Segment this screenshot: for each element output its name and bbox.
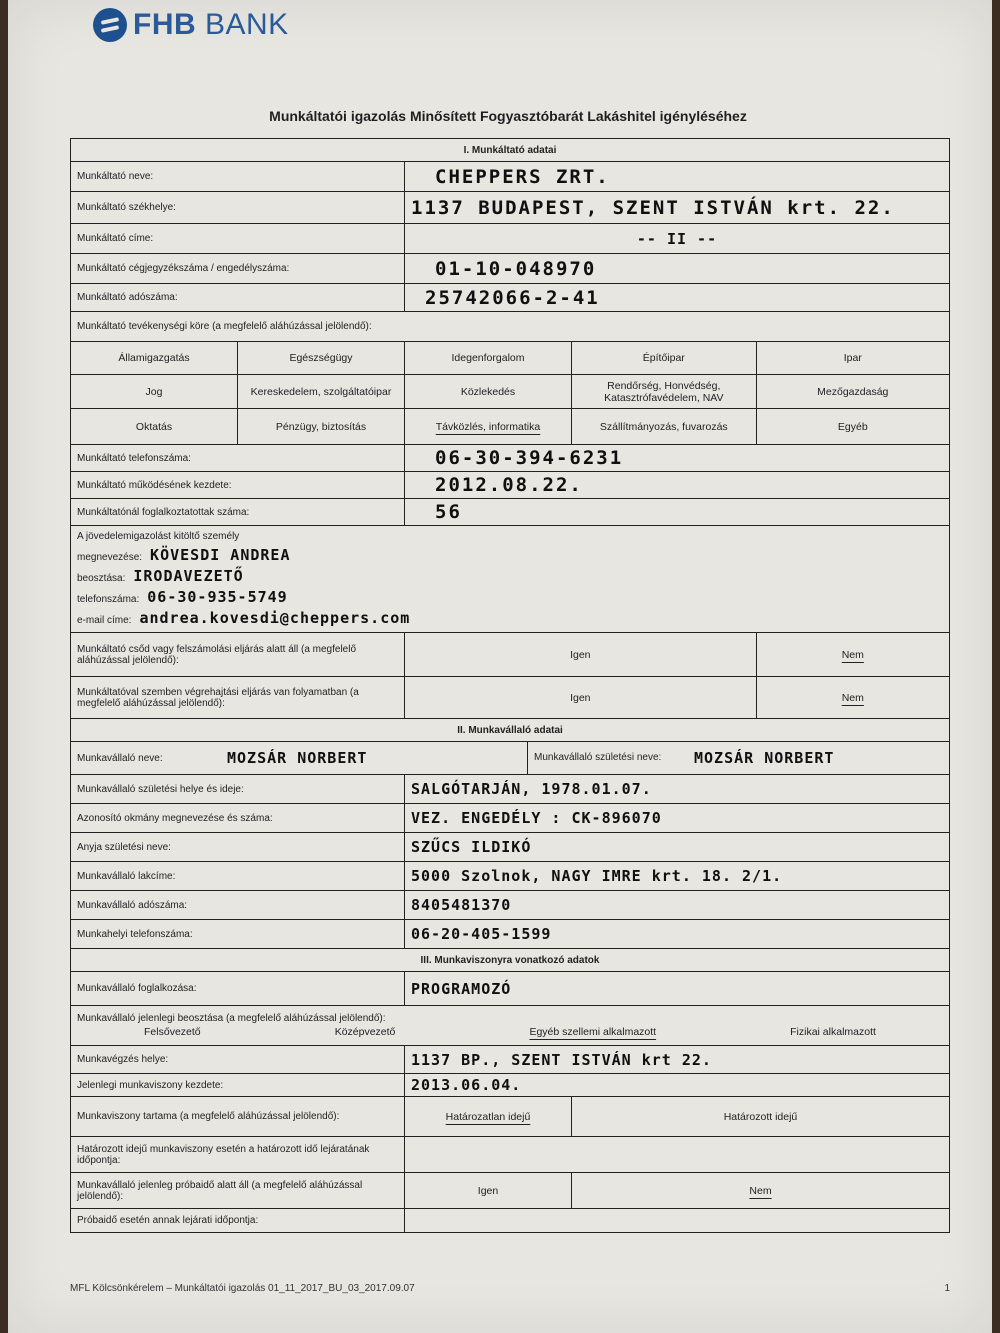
activity-option[interactable]: Egészségügy	[238, 342, 405, 375]
activity-option[interactable]: Építőipar	[572, 342, 757, 375]
contact-email-field[interactable]: andrea.kovesdi@cheppers.com	[139, 609, 411, 627]
section-heading-employment: III. Munkaviszonyra vonatkozó adatok	[71, 949, 950, 972]
employer-registration-label: Munkáltató cégjegyzékszáma / engedélyszáma:	[71, 254, 405, 284]
occupation-field[interactable]: PROGRAMOZÓ	[405, 972, 950, 1006]
employer-phone-field[interactable]: 06-30-394-6231	[405, 445, 950, 472]
employee-tax-field[interactable]: 8405481370	[405, 891, 950, 920]
workplace-field[interactable]: 1137 BP., SZENT ISTVÁN krt 22.	[405, 1046, 950, 1074]
position-option[interactable]: Felsővezető	[144, 1026, 201, 1038]
contact-phone-label: telefonszáma:	[77, 594, 140, 605]
activity-option[interactable]: Pénzügy, biztosítás	[238, 409, 405, 445]
duration-label: Munkaviszony tartama (a megfelelő aláhúzással jelölendő):	[71, 1097, 405, 1137]
bankruptcy-no-option[interactable]	[756, 633, 949, 677]
employee-address-field[interactable]: 5000 Szolnok, NAGY IMRE krt. 18. 2/1.	[405, 862, 950, 891]
employer-tax-field[interactable]: 25742066-2-41	[405, 284, 950, 312]
enforcement-no-text: Nem	[841, 691, 864, 704]
employee-birth-name-field[interactable]: MOZSÁR NORBERT	[694, 749, 835, 767]
mother-name-field[interactable]: SZŰCS ILDIKÓ	[405, 833, 950, 862]
probation-yes-option[interactable]: Igen	[405, 1173, 572, 1209]
activity-option[interactable]: Államigazgatás	[71, 342, 238, 375]
bankruptcy-yes-option[interactable]: Igen	[405, 633, 757, 677]
employer-start-label: Munkáltató működésének kezdete:	[71, 472, 405, 499]
contact-name-label: megnevezése:	[77, 552, 143, 563]
contact-phone-field[interactable]: 06-30-935-5749	[147, 588, 288, 606]
employer-start-field[interactable]: 2012.08.22.	[405, 472, 950, 499]
activity-option[interactable]: Mezőgazdaság	[756, 375, 949, 409]
fixed-end-label: Határozott idejű munkaviszony esetén a határozott idő lejáratának időpontja:	[71, 1137, 405, 1173]
document-title: Munkáltatói igazolás Minősített Fogyasztóbarát Lakáshitel igényléséhez	[269, 108, 747, 124]
staff-count-field[interactable]: 56	[405, 499, 950, 526]
employer-name-label: Munkáltató neve:	[71, 162, 405, 192]
employer-registration-field[interactable]: 01-10-048970	[405, 254, 950, 284]
enforcement-no-option[interactable]	[756, 677, 949, 719]
employer-phone-label: Munkáltató telefonszáma:	[71, 445, 405, 472]
employee-name-field[interactable]: MOZSÁR NORBERT	[227, 749, 368, 767]
current-start-field[interactable]: 2013.06.04.	[405, 1074, 950, 1097]
activity-option[interactable]: Kereskedelem, szolgáltatóipar	[238, 375, 405, 409]
probation-end-field[interactable]	[405, 1209, 950, 1233]
footer-document-code: MFL Kölcsönkérelem – Munkáltatói igazolás 01_11_2017_BU_03_2017.09.07	[70, 1283, 415, 1294]
employee-birth-place-label: Munkavállaló születési helye és ideje:	[71, 775, 405, 804]
activity-option-selected[interactable]	[405, 409, 572, 445]
employer-activity-label: Munkáltató tevékenységi köre (a megfelelő aláhúzással jelölendő):	[71, 312, 950, 342]
employer-seat-field[interactable]: 1137 BUDAPEST, SZENT ISTVÁN krt. 22.	[405, 192, 950, 224]
id-document-label: Azonosító okmány megnevezése és száma:	[71, 804, 405, 833]
employer-certificate-form	[70, 138, 950, 1233]
work-phone-field[interactable]: 06-20-405-1599	[405, 920, 950, 949]
selected-activity-text: Távközlés, informatika	[435, 420, 541, 433]
employee-name-row	[71, 742, 950, 775]
employer-name-field[interactable]: CHEPPERS ZRT.	[405, 162, 950, 192]
staff-count-label: Munkáltatónál foglalkoztatottak száma:	[71, 499, 405, 526]
bank-name: FHB BANK	[133, 8, 289, 41]
position-option[interactable]: Fizikai alkalmazott	[790, 1026, 876, 1038]
work-phone-label: Munkahelyi telefonszáma:	[71, 920, 405, 949]
contact-role-label: beosztása:	[77, 573, 126, 584]
bankruptcy-label: Munkáltató csőd vagy felszámolási eljárás alatt áll (a megfelelő aláhúzással jelölendő):	[71, 633, 405, 677]
page-number: 1	[944, 1283, 950, 1294]
position-label: Munkavállaló jelenlegi beosztása (a megfelelő aláhúzással jelölendő):	[77, 1013, 386, 1024]
duration-indefinite-option[interactable]	[405, 1097, 572, 1137]
duration-definite-option[interactable]: Határozott idejű	[572, 1097, 950, 1137]
position-option-selected[interactable]: Egyéb szellemi alkalmazott	[529, 1026, 657, 1038]
employee-name-label: Munkavállaló neve:	[77, 752, 163, 764]
section-heading-employee: II. Munkavállaló adatai	[71, 719, 950, 742]
activity-option[interactable]: Jog	[71, 375, 238, 409]
fixed-end-field[interactable]	[405, 1137, 950, 1173]
occupation-label: Munkavállaló foglalkozása:	[71, 972, 405, 1006]
probation-label: Munkavállaló jelenleg próbaidő alatt áll (a megfelelő aláhúzással jelölendő):	[71, 1173, 405, 1209]
activity-option[interactable]: Ipar	[756, 342, 949, 375]
id-document-field[interactable]: VEZ. ENGEDÉLY : CK-896070	[405, 804, 950, 833]
probation-no-option[interactable]	[572, 1173, 950, 1209]
contact-name-field[interactable]: KÖVESDI ANDREA	[150, 546, 291, 564]
mother-name-label: Anyja születési neve:	[71, 833, 405, 862]
activity-option[interactable]: Közlekedés	[405, 375, 572, 409]
activity-option[interactable]: Idegenforgalom	[405, 342, 572, 375]
enforcement-label: Munkáltatóval szemben végrehajtási eljárás van folyamatban (a megfelelő aláhúzással jelölendő):	[71, 677, 405, 719]
employee-tax-label: Munkavállaló adószáma:	[71, 891, 405, 920]
contact-person-block	[71, 526, 950, 633]
activity-option[interactable]: Szállítmányozás, fuvarozás	[572, 409, 757, 445]
workplace-label: Munkavégzés helye:	[71, 1046, 405, 1074]
position-row	[71, 1006, 950, 1046]
document-page	[8, 0, 992, 1333]
activity-option[interactable]: Oktatás	[71, 409, 238, 445]
page-footer	[70, 1283, 950, 1294]
duration-indefinite-text: Határozatlan idejű	[445, 1110, 531, 1123]
employee-address-label: Munkavállaló lakcíme:	[71, 862, 405, 891]
employer-tax-label: Munkáltató adószáma:	[71, 284, 405, 312]
bank-logo-icon	[93, 8, 127, 42]
position-option[interactable]: Középvezető	[334, 1026, 396, 1038]
bankruptcy-no-text: Nem	[841, 648, 864, 661]
activity-option[interactable]: Egyéb	[756, 409, 949, 445]
contact-email-label: e-mail címe:	[77, 615, 132, 626]
current-start-label: Jelenlegi munkaviszony kezdete:	[71, 1074, 405, 1097]
probation-no-text: Nem	[749, 1184, 772, 1197]
fhb-bank-logo	[93, 2, 289, 48]
employer-address-label: Munkáltató címe:	[71, 224, 405, 254]
contact-heading: A jövedelemigazolást kitöltő személy	[77, 531, 240, 542]
probation-end-label: Próbaidő esetén annak lejárati időpontja:	[71, 1209, 405, 1233]
contact-role-field[interactable]: IRODAVEZETŐ	[133, 567, 244, 585]
activity-option[interactable]: Rendőrség, Honvédség, Katasztrófavédelem, NAV	[572, 375, 757, 409]
employee-birth-name-label: Munkavállaló születési neve:	[527, 742, 694, 774]
employer-seat-label: Munkáltató székhelye:	[71, 192, 405, 224]
employer-address-field[interactable]: -- II --	[405, 224, 950, 254]
employee-birth-place-field[interactable]: SALGÓTARJÁN, 1978.01.07.	[405, 775, 950, 804]
enforcement-yes-option[interactable]: Igen	[405, 677, 757, 719]
section-heading-employer: I. Munkáltató adatai	[71, 139, 950, 162]
